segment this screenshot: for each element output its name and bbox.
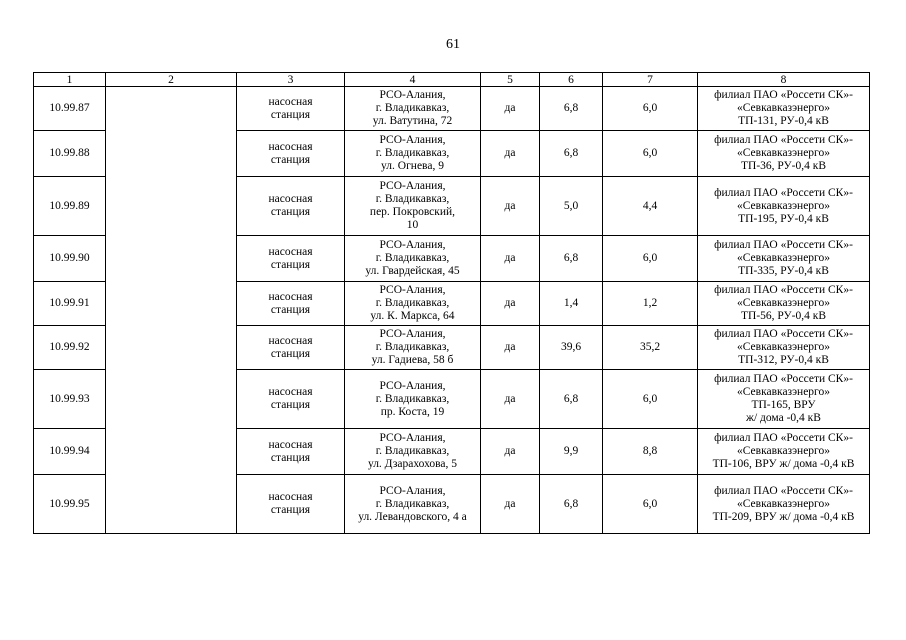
object-type: насосная станция (237, 131, 345, 177)
value-col7: 6,0 (603, 131, 698, 177)
value-col7: 1,2 (603, 282, 698, 326)
object-type: насосная станция (237, 475, 345, 534)
power-source: филиал ПАО «Россети СК»- «Севкавказэнерго» ТП-36, РУ-0,4 кВ (698, 131, 870, 177)
power-source: филиал ПАО «Россети СК»- «Севкавказэнерго» ТП-195, РУ-0,4 кВ (698, 177, 870, 236)
value-col6: 6,8 (540, 131, 603, 177)
object-type: насосная станция (237, 370, 345, 429)
power-source: филиал ПАО «Россети СК»- «Севкавказэнерго» ТП-56, РУ-0,4 кВ (698, 282, 870, 326)
value-col7: 35,2 (603, 326, 698, 370)
object-address: РСО-Алания, г. Владикавказ, ул. К. Маркса, 64 (345, 282, 481, 326)
object-code: 10.99.94 (34, 429, 106, 475)
column-header: 8 (698, 73, 870, 87)
value-col7: 6,0 (603, 236, 698, 282)
value-col6: 39,6 (540, 326, 603, 370)
object-address: РСО-Алания, г. Владикавказ, ул. Ватутина, 72 (345, 87, 481, 131)
header-row (34, 73, 870, 87)
column-header: 4 (345, 73, 481, 87)
flag-cell: да (481, 370, 540, 429)
object-code: 10.99.95 (34, 475, 106, 534)
value-col7: 6,0 (603, 370, 698, 429)
value-col7: 6,0 (603, 475, 698, 534)
column-header: 5 (481, 73, 540, 87)
column-header: 6 (540, 73, 603, 87)
power-source: филиал ПАО «Россети СК»- «Севкавказэнерго» ТП-131, РУ-0,4 кВ (698, 87, 870, 131)
power-source: филиал ПАО «Россети СК»- «Севкавказэнерго» ТП-165, ВРУ ж/ дома -0,4 кВ (698, 370, 870, 429)
object-address: РСО-Алания, г. Владикавказ, ул. Дзарахохова, 5 (345, 429, 481, 475)
table-row (34, 87, 870, 131)
power-source: филиал ПАО «Россети СК»- «Севкавказэнерго» ТП-209, ВРУ ж/ дома -0,4 кВ (698, 475, 870, 534)
object-code: 10.99.93 (34, 370, 106, 429)
column-header: 1 (34, 73, 106, 87)
value-col7: 4,4 (603, 177, 698, 236)
object-address: РСО-Алания, г. Владикавказ, пер. Покровский, 10 (345, 177, 481, 236)
object-type: насосная станция (237, 326, 345, 370)
object-type: насосная станция (237, 282, 345, 326)
object-code: 10.99.91 (34, 282, 106, 326)
object-address: РСО-Алания, г. Владикавказ, ул. Гадиева, 58 б (345, 326, 481, 370)
flag-cell: да (481, 429, 540, 475)
value-col6: 6,8 (540, 87, 603, 131)
flag-cell: да (481, 282, 540, 326)
column-header: 2 (106, 73, 237, 87)
object-type: насосная станция (237, 429, 345, 475)
value-col6: 1,4 (540, 282, 603, 326)
value-col6: 9,9 (540, 429, 603, 475)
flag-cell: да (481, 87, 540, 131)
value-col6: 6,8 (540, 236, 603, 282)
object-address: РСО-Алания, г. Владикавказ, ул. Гвардейская, 45 (345, 236, 481, 282)
column-header: 7 (603, 73, 698, 87)
object-code: 10.99.88 (34, 131, 106, 177)
object-type: насосная станция (237, 236, 345, 282)
flag-cell: да (481, 326, 540, 370)
value-col7: 6,0 (603, 87, 698, 131)
value-col7: 8,8 (603, 429, 698, 475)
value-col6: 6,8 (540, 370, 603, 429)
flag-cell: да (481, 236, 540, 282)
power-source: филиал ПАО «Россети СК»- «Севкавказэнерго» ТП-312, РУ-0,4 кВ (698, 326, 870, 370)
object-address: РСО-Алания, г. Владикавказ, ул. Огнева, 9 (345, 131, 481, 177)
column-header: 3 (237, 73, 345, 87)
data-table (33, 72, 870, 534)
value-col6: 5,0 (540, 177, 603, 236)
power-source: филиал ПАО «Россети СК»- «Севкавказэнерго» ТП-335, РУ-0,4 кВ (698, 236, 870, 282)
page-number: 61 (446, 37, 460, 52)
flag-cell: да (481, 475, 540, 534)
object-code: 10.99.87 (34, 87, 106, 131)
object-code: 10.99.92 (34, 326, 106, 370)
object-type: насосная станция (237, 177, 345, 236)
flag-cell: да (481, 131, 540, 177)
power-source: филиал ПАО «Россети СК»- «Севкавказэнерго» ТП-106, ВРУ ж/ дома -0,4 кВ (698, 429, 870, 475)
object-address: РСО-Алания, г. Владикавказ, пр. Коста, 19 (345, 370, 481, 429)
flag-cell: да (481, 177, 540, 236)
object-address: РСО-Алания, г. Владикавказ, ул. Левандовского, 4 а (345, 475, 481, 534)
value-col6: 6,8 (540, 475, 603, 534)
merged-empty-cell (106, 87, 237, 534)
object-type: насосная станция (237, 87, 345, 131)
object-code: 10.99.90 (34, 236, 106, 282)
object-code: 10.99.89 (34, 177, 106, 236)
